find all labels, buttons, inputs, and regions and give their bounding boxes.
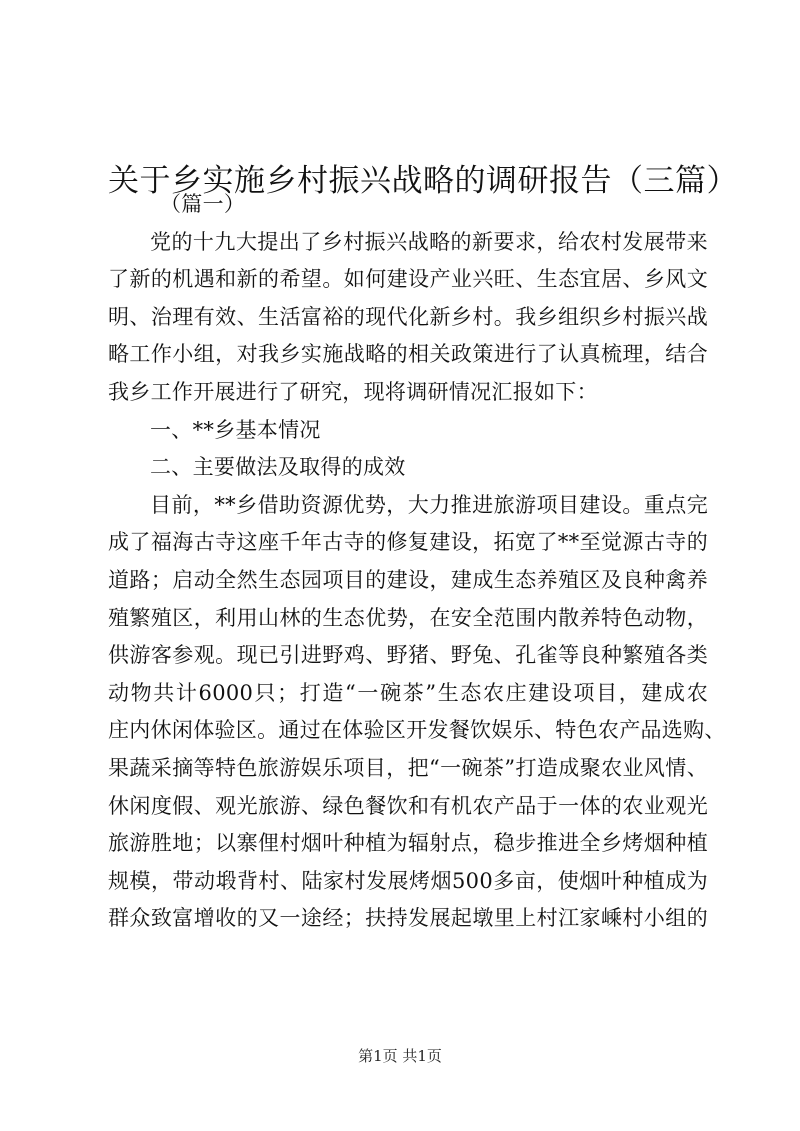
body-line: 庄内休闲体验区。通过在体验区开发餐饮娱乐、特色农产品选购、	[108, 718, 726, 743]
document-body	[108, 186, 726, 938]
body-line: 了新的机遇和新的希望。如何建设产业兴旺、生态宜居、乡风文	[108, 267, 708, 292]
body-line: 供游客参观。现已引进野鸡、野猪、野兔、孔雀等良种繁殖各类	[108, 643, 708, 668]
body-line: 休闲度假、观光旅游、绿色餐饮和有机农产品于一体的农业观光	[108, 793, 708, 818]
body-line: 群众致富增收的又一途经；扶持发展起墩里上村江家嵊村小组的	[108, 906, 708, 931]
section-heading: 一、**乡基本情况	[150, 417, 321, 442]
body-line: 旅游胜地；以寨俚村烟叶种植为辐射点，稳步推进全乡烤烟种植	[108, 831, 708, 856]
section-heading: 二、主要做法及取得的成效	[150, 455, 406, 480]
body-line: 成了福海古寺这座千年古寺的修复建设，拓宽了**至觉源古寺的	[108, 530, 708, 555]
section-label: （篇一）	[160, 192, 246, 216]
body-line: 规模，带动塅背村、陆家村发展烤烟500多亩，使烟叶种植成为	[108, 868, 708, 893]
body-line: 我乡工作开展进行了研究，现将调研情况汇报如下：	[108, 379, 598, 404]
page-footer: 第1页 共1页	[358, 1047, 442, 1065]
body-line: 动物共计6000只；打造“一碗茶”生态农庄建设项目，建成农	[108, 680, 708, 705]
body-line: 党的十九大提出了乡村振兴战略的新要求，给农村发展带来	[150, 229, 708, 254]
body-line: 目前，**乡借助资源优势，大力推进旅游项目建设。重点完	[150, 492, 708, 517]
body-line: 道路；启动全然生态园项目的建设，建成生态养殖区及良种禽养	[108, 567, 708, 592]
document-title: 关于乡实施乡村振兴战略的调研报告（三篇）	[108, 162, 738, 199]
body-line: 殖繁殖区，利用山林的生态优势，在安全范围内散养特色动物，	[108, 605, 708, 630]
body-line: 明、治理有效、生活富裕的现代化新乡村。我乡组织乡村振兴战	[108, 304, 708, 329]
body-line: 果蔬采摘等特色旅游娱乐项目，把“一碗茶”打造成聚农业风情、	[108, 755, 708, 780]
body-line: 略工作小组，对我乡实施战略的相关政策进行了认真梳理，结合	[108, 342, 708, 367]
